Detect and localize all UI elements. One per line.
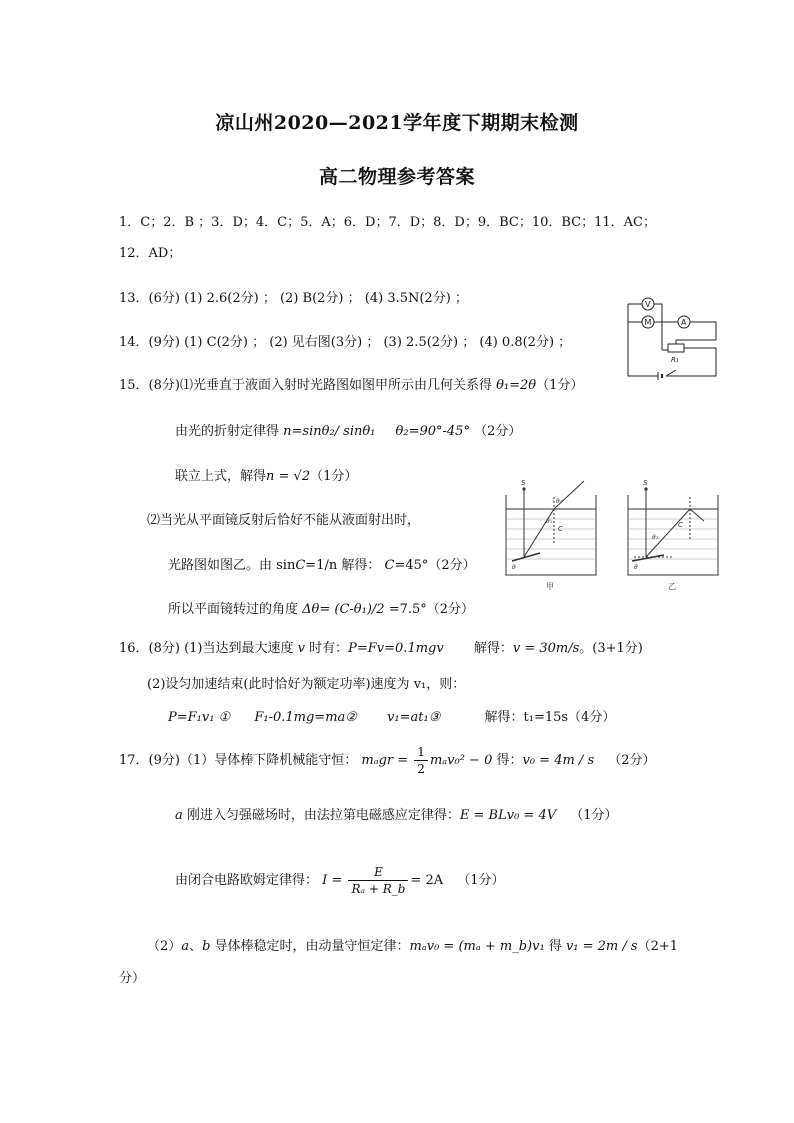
q17-line-4: （2）a、b 导体棒稳定时，由动量守恒定律：mₐv₀ = (mₐ + m_b)v₁ 得 v₁ = 2m / s（2+1 xyxy=(147,939,679,954)
fraction-current: $\frac{E}{\text{Rₐ + R\_b}}$ xyxy=(348,864,408,897)
q15-line-5: 光路图如图乙。由 sinC=1/n 解得： C=45°（2分） xyxy=(168,558,476,573)
motor-label: M xyxy=(644,318,652,327)
theta2-label: θ₂ xyxy=(556,498,563,505)
figure-yi-label: 乙 xyxy=(668,582,676,591)
theta1-label: θ₁ xyxy=(652,534,659,541)
figure-yi xyxy=(622,475,726,593)
theta-label: θ xyxy=(634,564,638,571)
resistor-label: R₁ xyxy=(671,356,679,364)
q16-line-1: 16．(8分) (1)当达到最大速度 v 时有：P=Fv=0.1mgv 解得：v = 30m/s。(3+1分) xyxy=(119,641,643,656)
q17-line-5: 分） xyxy=(119,971,146,986)
figure-jia xyxy=(500,475,604,593)
q17-line-2: a 刚进入匀强磁场时，由法拉第电磁感应定律得：E = BLv₀ = 4V （1分） xyxy=(175,808,618,823)
page-title: 凉山州2020—2021学年度下期期末检测 xyxy=(215,112,579,134)
q16-line-2: (2)设匀加速结束(此时恰好为额定功率)速度为 v₁，则： xyxy=(147,677,466,692)
q15-line-2: 由光的折射定律得 n=sinθ₂/ sinθ₁ θ₂=90°-45° （2分） xyxy=(175,424,522,439)
q13-answer: 13．(6分) (1) 2.6(2分) ； (2) B(2分) ； (4) 3.5N(2分) ； xyxy=(119,291,468,306)
critical-angle-label: C xyxy=(558,525,563,533)
mc-answers-line-1: 1．C；2．B ；3．D；4．C；5．A；6．D；7．D；8．D；9．BC；10．BC；11．AC； xyxy=(119,215,656,230)
q15-line-1: 15．(8分)⑴光垂直于液面入射时光路图如图甲所示由几何关系得 θ₁=2θ（1分） xyxy=(119,378,584,393)
voltmeter-label: V xyxy=(645,300,651,309)
fraction-one-half: $\frac{1}{2}$ xyxy=(414,744,428,777)
q15-line-3: 联立上式，解得n = √2（1分） xyxy=(175,469,358,484)
critical-angle-label: C xyxy=(678,521,683,529)
q15-line-6: 所以平面镜转过的角度 Δθ= (C-θ₁)/2 =7.5°（2分） xyxy=(168,602,475,617)
mc-answers-line-2: 12．AD； xyxy=(119,246,182,261)
source-label: S xyxy=(643,479,648,487)
source-label: S xyxy=(521,479,526,487)
circuit-diagram xyxy=(618,292,722,386)
ammeter-label: A xyxy=(681,318,687,327)
q16-line-3: P=F₁v₁ ① F₁-0.1mg=ma② v₁=at₁③ 解得：t₁=15s（4分） xyxy=(168,710,616,725)
page-subtitle: 高二物理参考答案 xyxy=(318,166,475,188)
theta1-label: θ₁ xyxy=(546,518,553,525)
q15-line-4: ⑵当光从平面镜反射后恰好不能从液面射出时， xyxy=(147,513,421,528)
q17-line-3: 由闭合电路欧姆定律得： I = $\frac{E}{\text{Rₐ + R\_b}}$ = 2A （1分） xyxy=(175,865,505,896)
q14-answer: 14．(9分) (1) C(2分) ； (2) 见右图(3分) ； (3) 2.5(2分) ； (4) 0.8(2分) ； xyxy=(119,335,572,350)
q17-line-1: 17．(9分)（1）导体棒下降机械能守恒： mₐgr = $\frac{1}{2}$ mₐv₀² − 0 得：v₀ = 4m / s （2分） xyxy=(119,745,656,776)
figure-jia-label: 甲 xyxy=(546,582,554,591)
theta-label: θ xyxy=(512,564,516,571)
